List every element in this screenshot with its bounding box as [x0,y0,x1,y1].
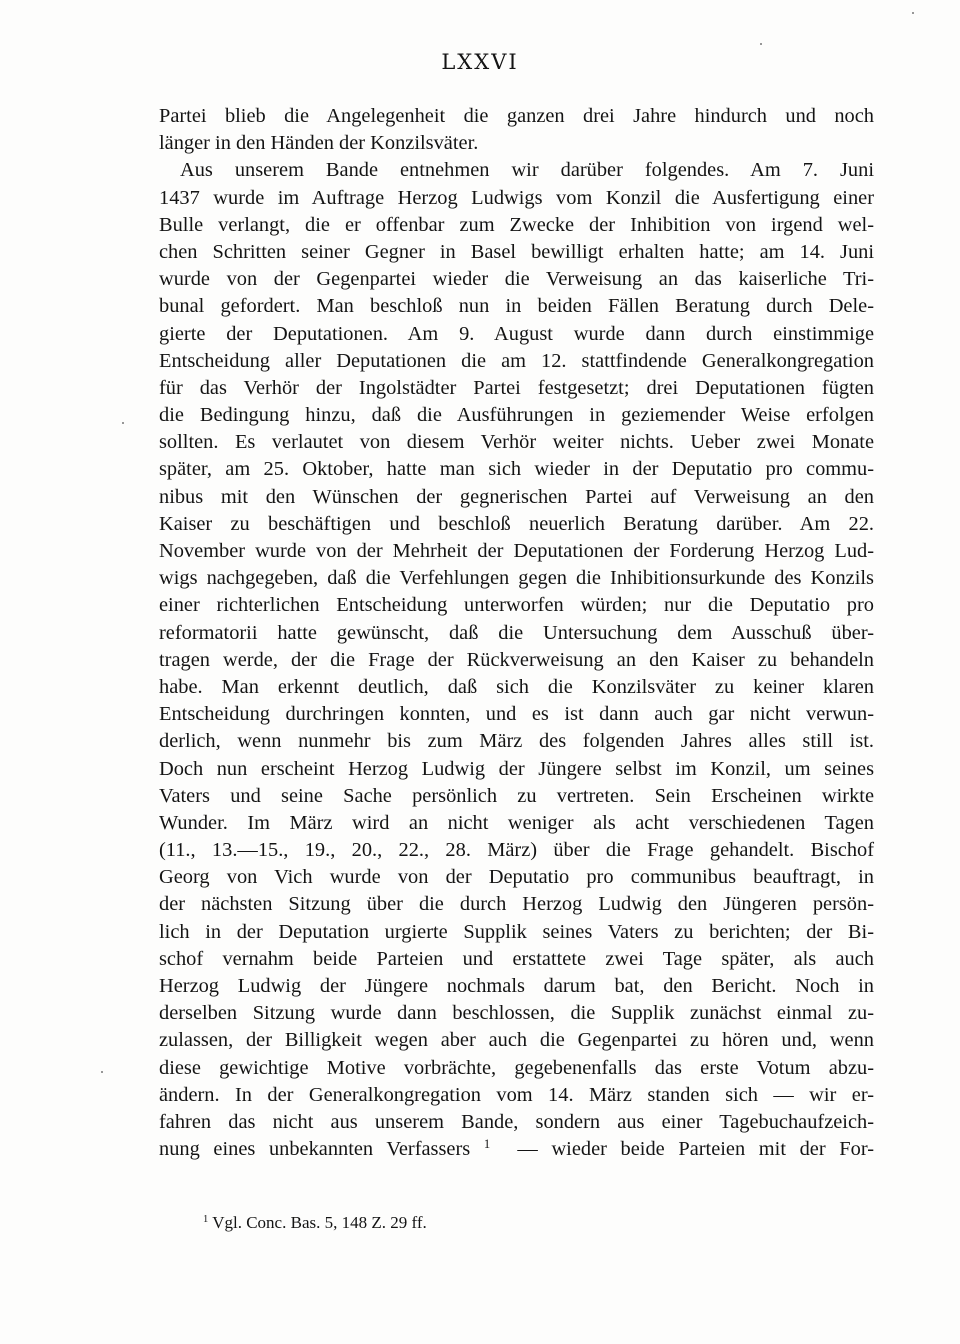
text-line: Entscheidung durchringen konnten, und es ist dann auch gar nicht verwun- [159,703,874,726]
text-line: Vaters und seine Sache persönlich zu vertreten. Sein Erscheinen wirkte [159,784,874,807]
text-line: Doch nun erscheint Herzog Ludwig der Jüngere selbst im Konzil, um seines [159,757,874,780]
text-line: Herzog Ludwig der Jüngere nochmals darum bat, den Bericht. Noch in [159,975,874,997]
text-line [159,1136,874,1163]
text-line: derlich, wenn nunmehr bis zum März des folgenden Jahres alles still ist. [159,730,874,753]
text-line: Partei blieb die Angelegenheit die ganzen drei Jahre hindurch und noch [159,105,874,127]
text-line: ändern. In der Generalkongregation vom 14. März standen sich — wir er- [159,1083,874,1106]
text-line: nibus mit den Wünschen der gegnerischen Partei auf Verweisung an den [159,485,874,508]
text-line-part: — wieder beide Parteien mit der For- [517,1138,874,1161]
text-line: schof vernahm beide Parteien und erstattete zwei Tage später, als auch [159,947,874,970]
text-line: Georg von Vich wurde von der Deputatio pro communibus beauftragt, in [159,866,874,889]
text-line: diese gewichtige Motive vorbrächte, gegebenenfalls das erste Votum abzu- [159,1056,874,1079]
text-line: chen Schritten seiner Gegner in Basel bewilligt erhalten hatte; am 14. Juni [159,240,874,263]
text-line: bunal gefordert. Man beschloß nun in beiden Fällen Beratung durch Dele- [159,295,874,318]
text-line-part: nung eines unbekannten Verfassers [159,1138,471,1161]
text-line: wigs nachgegeben, daß die Verfehlungen gegen die Inhibitionsurkunde des Konzils [159,567,874,590]
text-line: Wunder. Im März wird an nicht weniger als acht verschiedenen Tagen [159,811,874,834]
text-line: habe. Man erkennt deutlich, daß sich die Konzilsväter zu keiner klaren [159,675,874,698]
scan-speck [912,12,914,14]
text-line: (11., 13.—15., 19., 20., 22., 28. März) über die Frage gehandelt. Bischof [159,839,874,862]
text-line: November wurde von der Mehrheit der Deputationen der Forderung Herzog Lud- [159,540,874,562]
text-line: sollten. Es verlautet von diesem Verhör weiter nichts. Ueber zwei Monate [159,431,874,454]
text-line: lich in der Deputation urgierte Supplik seines Vaters zu berichten; der Bi- [159,920,874,943]
footnote-ref[interactable]: 1 [483,1137,491,1152]
text-line: reformatorii hatte gewünscht, daß die Untersuchung dem Ausschuß über- [159,621,874,644]
text-line: zulassen, der Billigkeit wegen aber auch die Gegenpartei zu hören und, wenn [159,1029,874,1052]
text-line: gierte der Deputationen. Am 9. August wurde dann durch einstimmige [159,322,874,345]
scan-speck [760,43,762,45]
text-line: für das Verhör der Ingolstädter Partei festgesetzt; drei Deputationen fügten [159,376,874,399]
text-line: Entscheidung aller Deputationen die am 12. stattfindende Generalkongregation [159,349,874,372]
page-number: LXXVI [441,50,519,74]
body-text [159,103,874,1163]
text-line: tragen werde, der die Frage der Rückverweisung an den Kaiser zu behandeln [159,648,874,671]
text-line: Bulle verlangt, die er offenbar zum Zwecke der Inhibition von irgend wel- [159,213,874,236]
text-line: wurde von der Gegenpartei wieder die Verweisung an das kaiserliche Tri- [159,268,874,291]
text-line: später, am 25. Oktober, hatte man sich wieder in der Deputatio pro commu- [159,458,874,481]
text-line: die Bedingung hinzu, daß die Ausführungen in geziemender Weise erfolgen [159,404,874,427]
text-line: fahren das nicht aus unserem Bande, sondern aus einer Tagebuchaufzeich- [159,1110,874,1133]
text-line: der nächsten Sitzung über die durch Herzog Ludwig den Jüngeren persön- [159,893,874,916]
text-line: einer richterlichen Entscheidung unterworfen würden; nur die Deputatio pro [159,594,874,617]
text-line: derselben Sitzung wurde dann beschlossen, die Supplik zunächst einmal zu- [159,1002,874,1025]
footnote [203,1213,427,1233]
text-line: 1437 wurde im Auftrage Herzog Ludwigs vom Konzil die Ausfertigung einer [159,186,874,209]
text-line: länger in den Händen der Konzilsväter. [159,132,479,155]
scan-speck [101,1071,103,1073]
footnote-text: Vgl. Conc. Bas. 5, 148 Z. 29 ff. [212,1213,427,1232]
footnote-marker: 1 [203,1214,209,1226]
text-line: Kaiser zu beschäftigen und beschloß neuerlich Beratung darüber. Am 22. [159,512,874,535]
text-line: Aus unserem Bande entnehmen wir darüber folgendes. Am 7. Juni [180,159,874,182]
scan-speck [122,422,124,424]
